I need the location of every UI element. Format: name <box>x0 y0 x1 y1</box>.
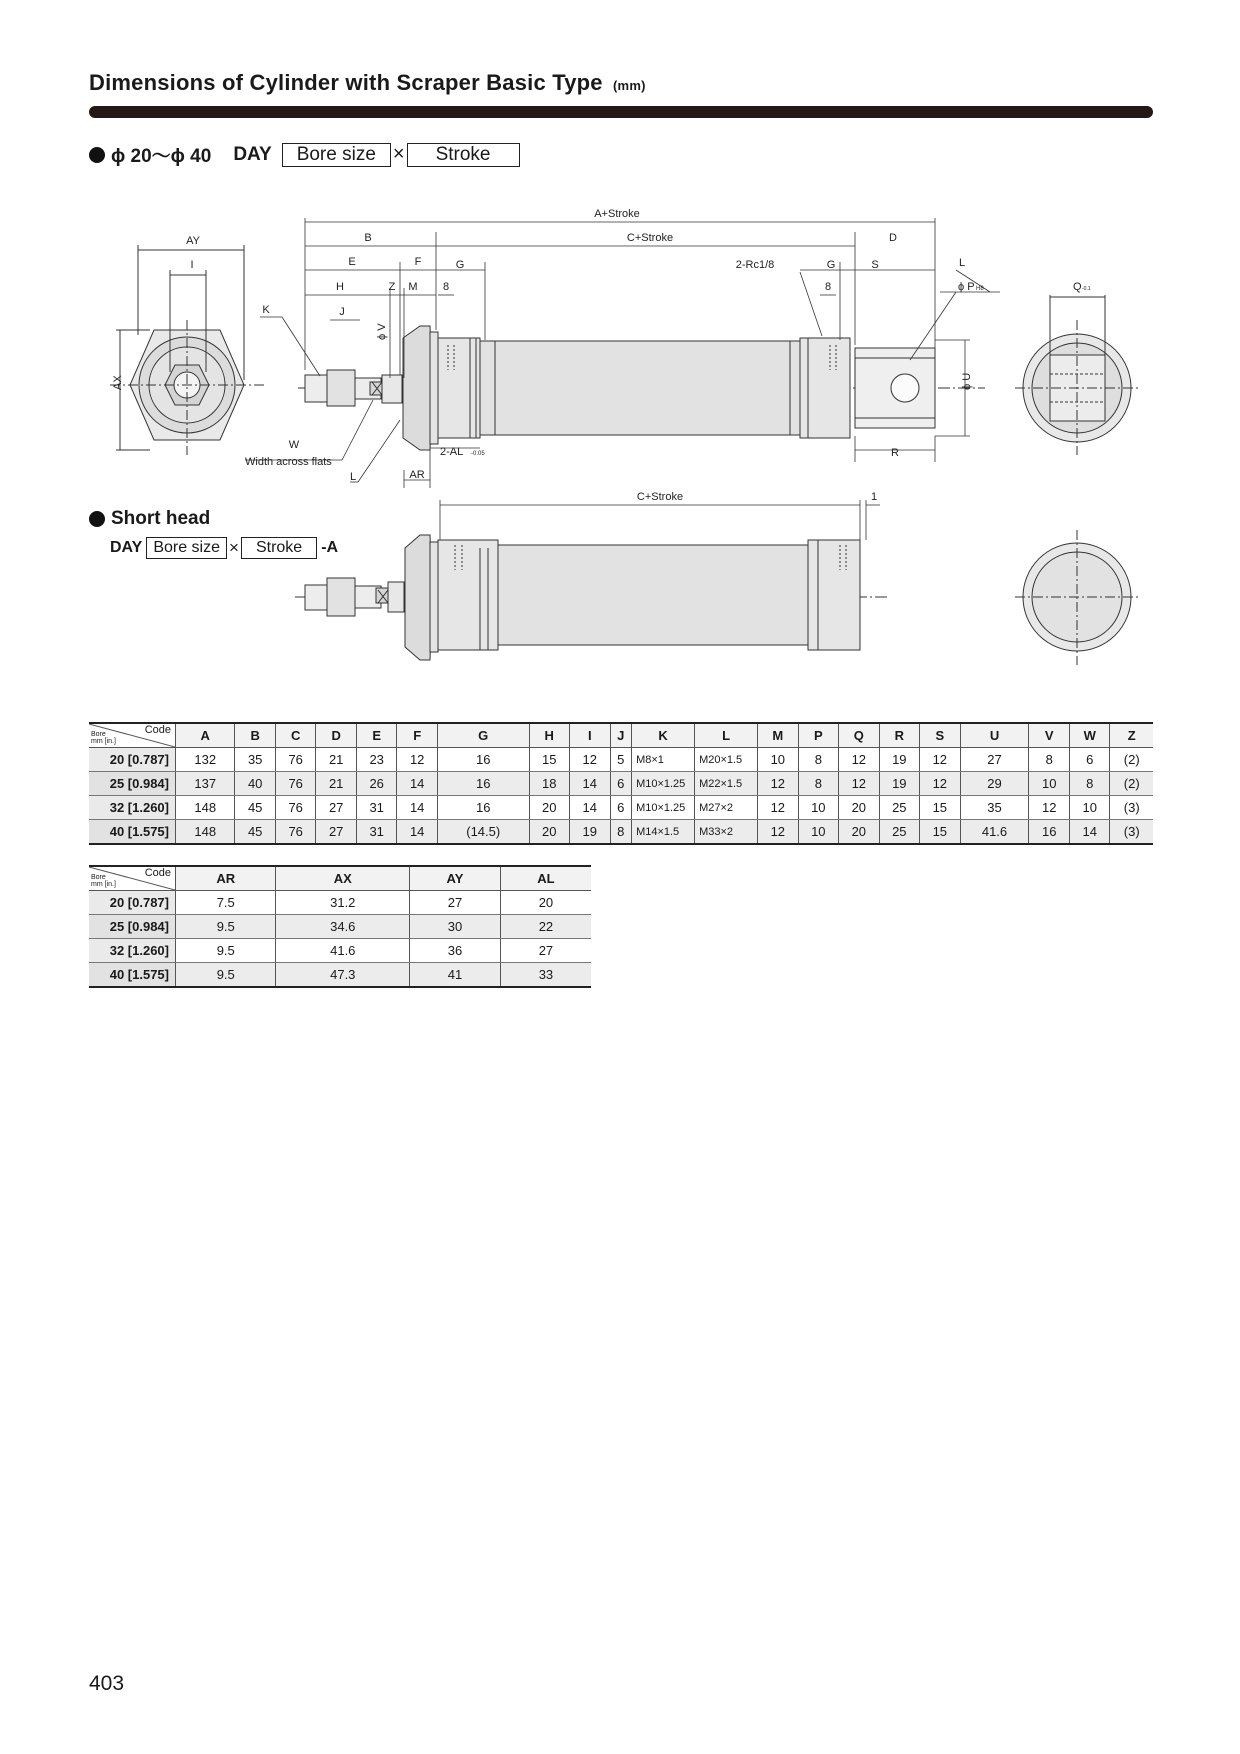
table-cell: 36 <box>410 939 501 963</box>
table-cell: 15 <box>920 820 961 845</box>
table-cell: 9.5 <box>176 939 276 963</box>
short-head-label: Short head <box>111 508 211 529</box>
table-cell: M14×1.5 <box>632 820 695 845</box>
table-cell: (14.5) <box>437 820 529 845</box>
table-cell: 27 <box>316 796 357 820</box>
table-cell: 19 <box>879 772 920 796</box>
table-cell: 10 <box>798 796 839 820</box>
corner-bore-unit: mm [in.] <box>91 881 116 888</box>
table-cell: 10 <box>1029 772 1070 796</box>
col-header: H <box>529 723 570 748</box>
table-cell: 23 <box>356 748 397 772</box>
table-cell: 16 <box>437 748 529 772</box>
table-row <box>89 939 591 963</box>
table-row <box>89 820 1153 845</box>
table-cell: 14 <box>397 820 438 845</box>
table-cell: 19 <box>879 748 920 772</box>
label-w: W <box>288 439 300 451</box>
table-cell: 16 <box>437 796 529 820</box>
label-h: H <box>336 281 344 293</box>
table-cell: 34.6 <box>276 915 410 939</box>
corner-bore-text: Bore <box>91 874 106 881</box>
row-bore-size: 25 [0.984] <box>89 772 176 796</box>
table-cell: 7.5 <box>176 891 276 915</box>
col-header: AY <box>410 866 501 891</box>
table-cell: 25 <box>879 796 920 820</box>
col-header: U <box>960 723 1029 748</box>
table-cell: 20 <box>529 820 570 845</box>
col-header: E <box>356 723 397 748</box>
label-u: ϕ U <box>961 372 973 390</box>
table-cell: 18 <box>529 772 570 796</box>
table-cell: 8 <box>1029 748 1070 772</box>
col-header: A <box>176 723 235 748</box>
label-ax: AX <box>112 375 124 390</box>
table-cell: M10×1.25 <box>632 772 695 796</box>
row-bore-size: 20 [0.787] <box>89 891 176 915</box>
table-cell: 45 <box>235 796 276 820</box>
label-l: L <box>958 257 966 269</box>
col-header: I <box>570 723 611 748</box>
col-header: D <box>316 723 357 748</box>
table-cell: 12 <box>839 772 880 796</box>
table-cell: 12 <box>397 748 438 772</box>
table-cell: (2) <box>1110 772 1153 796</box>
side-view-basic <box>298 326 985 450</box>
times-sign: × <box>392 143 405 165</box>
table-cell: 27 <box>410 891 501 915</box>
col-header: F <box>397 723 438 748</box>
bore-size-box: Bore size <box>282 143 391 167</box>
table-cell: 12 <box>839 748 880 772</box>
row-bore-size: 25 [0.984] <box>89 915 176 939</box>
table-cell: 16 <box>1029 820 1070 845</box>
label-g: G <box>455 259 465 271</box>
page-number: 403 <box>89 1672 125 1695</box>
table-cell: 31 <box>356 796 397 820</box>
dimension-table-secondary <box>89 865 591 988</box>
label-q-tol: -0.1 <box>1082 286 1091 292</box>
col-header: M <box>758 723 799 748</box>
row-bore-size: 32 [1.260] <box>89 939 176 963</box>
label-a-stroke: A+Stroke <box>594 208 640 220</box>
col-header: J <box>610 723 632 748</box>
col-header: V <box>1029 723 1070 748</box>
table-cell: 14 <box>570 796 611 820</box>
col-header: Q <box>839 723 880 748</box>
table-row <box>89 963 591 988</box>
table-row <box>89 891 591 915</box>
label-j: J <box>339 306 345 318</box>
label-s: S <box>871 259 879 271</box>
side-view-short <box>295 500 890 660</box>
table-cell: 12 <box>920 772 961 796</box>
table-cell: 41.6 <box>276 939 410 963</box>
table-cell: 5 <box>610 748 632 772</box>
table-corner-cell <box>89 866 176 891</box>
col-header: G <box>437 723 529 748</box>
table-cell: 31.2 <box>276 891 410 915</box>
table-cell: 15 <box>920 796 961 820</box>
row-bore-size: 20 [0.787] <box>89 748 176 772</box>
table-cell: 9.5 <box>176 915 276 939</box>
label-eight: 8 <box>442 281 450 293</box>
label-m: M <box>408 281 418 293</box>
table-body <box>89 748 1153 845</box>
table-cell: 12 <box>920 748 961 772</box>
table-cell: 27 <box>316 820 357 845</box>
table-cell: 12 <box>1029 796 1070 820</box>
bore-size-box: Bore size <box>146 537 227 559</box>
label-z: Z <box>388 281 396 293</box>
table-cell: 20 <box>500 891 591 915</box>
table-cell: 76 <box>275 820 316 845</box>
corner-bore-text: Bore <box>91 731 106 738</box>
row-bore-size: 40 [1.575] <box>89 820 176 845</box>
table-cell: (3) <box>1110 796 1153 820</box>
table-header-row <box>89 866 591 891</box>
label-ay: AY <box>186 235 200 247</box>
label-one: 1 <box>870 491 878 503</box>
corner-bore-label <box>91 874 116 888</box>
table-cell: 12 <box>758 820 799 845</box>
corner-bore-label <box>91 731 116 745</box>
suffix-code: -A <box>321 539 339 556</box>
table-corner-cell <box>89 723 176 748</box>
table-cell: 132 <box>176 748 235 772</box>
label-q: Q <box>1073 281 1082 293</box>
table-cell: 47.3 <box>276 963 410 988</box>
col-header: B <box>235 723 276 748</box>
table-cell: 41.6 <box>960 820 1029 845</box>
table-cell: 14 <box>397 772 438 796</box>
table-cell: 16 <box>437 772 529 796</box>
table-cell: M8×1 <box>632 748 695 772</box>
col-header: C <box>275 723 316 748</box>
table-cell: 8 <box>610 820 632 845</box>
label-rc: 2-Rc1/8 <box>735 259 775 271</box>
title-text: Dimensions of Cylinder with Scraper Basic Type <box>89 70 603 95</box>
table-cell: 76 <box>275 772 316 796</box>
dimension-table-main <box>89 722 1153 845</box>
table-cell: 12 <box>758 796 799 820</box>
table-cell: 14 <box>397 796 438 820</box>
table-cell: 27 <box>500 939 591 963</box>
table-cell: 35 <box>960 796 1029 820</box>
label-ar: AR <box>409 469 425 481</box>
label-g2: G <box>826 259 836 271</box>
label-k: K <box>262 304 270 316</box>
table-cell: 20 <box>529 796 570 820</box>
table-cell: 22 <box>500 915 591 939</box>
table-cell: 15 <box>529 748 570 772</box>
end-view-short <box>1015 530 1140 665</box>
col-header: AR <box>176 866 276 891</box>
col-header: S <box>920 723 961 748</box>
front-view-hex <box>110 245 265 455</box>
table-cell: 35 <box>235 748 276 772</box>
table-cell: 76 <box>275 796 316 820</box>
label-width-flats: Width across flats <box>245 456 332 468</box>
label-c-stroke-short: C+Stroke <box>636 491 684 503</box>
col-header: W <box>1069 723 1110 748</box>
times-sign: × <box>229 538 239 557</box>
col-header: L <box>695 723 758 748</box>
table-cell: 33 <box>500 963 591 988</box>
cylinder-drawing <box>0 0 1240 700</box>
col-header: K <box>632 723 695 748</box>
label-v: ϕ V <box>376 323 388 340</box>
row-bore-size: 40 [1.575] <box>89 963 176 988</box>
table-cell: 19 <box>570 820 611 845</box>
table-cell: 6 <box>610 772 632 796</box>
table-header-row <box>89 723 1153 748</box>
table-cell: 25 <box>879 820 920 845</box>
table-cell: 14 <box>1069 820 1110 845</box>
stroke-box: Stroke <box>241 537 317 559</box>
stroke-box: Stroke <box>407 143 520 167</box>
corner-code-label: Code <box>144 867 171 879</box>
col-header: AX <box>276 866 410 891</box>
corner-bore-unit: mm [in.] <box>91 738 116 745</box>
table-cell: 10 <box>1069 796 1110 820</box>
bore-range: ϕ 20～ϕ 40 <box>111 146 212 167</box>
table-cell: 30 <box>410 915 501 939</box>
table-cell: 10 <box>758 748 799 772</box>
end-view-basic <box>1015 295 1140 455</box>
col-header: P <box>798 723 839 748</box>
table-cell: M33×2 <box>695 820 758 845</box>
label-c-stroke: C+Stroke <box>626 232 674 244</box>
table-cell: M20×1.5 <box>695 748 758 772</box>
title-unit: (mm) <box>613 78 646 93</box>
table-body <box>89 891 591 988</box>
table-cell: 12 <box>758 772 799 796</box>
label-r: R <box>891 447 899 459</box>
table-cell: 10 <box>798 820 839 845</box>
table-cell: 12 <box>570 748 611 772</box>
table-cell: 20 <box>839 820 880 845</box>
table-cell: 41 <box>410 963 501 988</box>
table-cell: 20 <box>839 796 880 820</box>
label-i: I <box>190 259 194 271</box>
table-cell: 8 <box>798 772 839 796</box>
table-cell: 40 <box>235 772 276 796</box>
label-p-tol: H8 <box>976 286 984 292</box>
col-header: Z <box>1110 723 1153 748</box>
table-cell: M22×1.5 <box>695 772 758 796</box>
table-cell: M10×1.25 <box>632 796 695 820</box>
table-cell: 26 <box>356 772 397 796</box>
table-cell: 9.5 <box>176 963 276 988</box>
table-cell: 45 <box>235 820 276 845</box>
table-cell: 21 <box>316 772 357 796</box>
table-cell: 137 <box>176 772 235 796</box>
label-al: 2-AL <box>440 446 464 458</box>
table-cell: 148 <box>176 820 235 845</box>
table-cell: 6 <box>610 796 632 820</box>
label-l2: L <box>350 471 357 483</box>
table-row <box>89 796 1153 820</box>
table-cell: (3) <box>1110 820 1153 845</box>
label-d: D <box>889 232 897 244</box>
table-row <box>89 772 1153 796</box>
table-cell: 29 <box>960 772 1029 796</box>
label-al-tol: -0.05 <box>471 451 485 457</box>
series-code: DAY <box>110 539 143 556</box>
corner-code-label: Code <box>144 724 171 736</box>
table-cell: 6 <box>1069 748 1110 772</box>
label-f: F <box>414 256 422 268</box>
col-header: R <box>879 723 920 748</box>
series-code: DAY <box>233 143 272 165</box>
table-cell: 21 <box>316 748 357 772</box>
table-cell: 8 <box>1069 772 1110 796</box>
label-b: B <box>364 232 372 244</box>
table-cell: 31 <box>356 820 397 845</box>
table-row <box>89 748 1153 772</box>
table-cell: 76 <box>275 748 316 772</box>
table-row <box>89 915 591 939</box>
table-cell: 8 <box>798 748 839 772</box>
col-header: AL <box>500 866 591 891</box>
label-eight2: 8 <box>824 281 832 293</box>
table-cell: 14 <box>570 772 611 796</box>
table-cell: M27×2 <box>695 796 758 820</box>
table-cell: (2) <box>1110 748 1153 772</box>
label-e: E <box>348 256 356 268</box>
table-cell: 148 <box>176 796 235 820</box>
label-p: ϕ P <box>958 281 975 293</box>
row-bore-size: 32 [1.260] <box>89 796 176 820</box>
table-cell: 27 <box>960 748 1029 772</box>
